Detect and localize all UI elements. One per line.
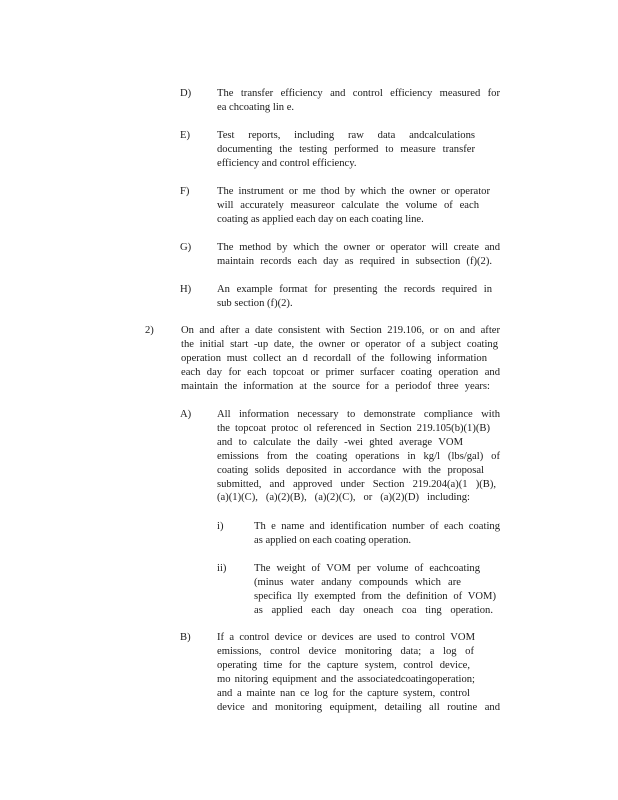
text-line: documenting the testing performed to measure transfer <box>217 143 475 155</box>
text-line: the initial start -up date, the owner or operator of a subject coating <box>181 338 498 350</box>
sub-item-i-text <box>254 520 500 548</box>
section-label-2: 2) <box>145 325 154 336</box>
text-line: coating as applied each day on each coating line. <box>217 213 424 225</box>
text-line: as applied on each coating operation. <box>254 534 412 546</box>
item-label-b: B) <box>180 632 191 643</box>
text-line: will accurately measureor calculate the volume of each <box>217 199 479 211</box>
text-line: The instrument or me thod by which the owner or operator <box>217 186 490 197</box>
text-line: the topcoat protoc ol referenced in Section 219.105(b)(1)(B) <box>217 422 490 434</box>
text-line: operation must collect an d recordall of the following information <box>181 352 487 364</box>
item-label-g: G) <box>180 242 192 253</box>
item-label-h: H) <box>180 284 192 295</box>
text-line: Test reports, including raw data andcalculations <box>217 130 475 141</box>
text-line: The method by which the owner or operator will create and <box>217 242 500 253</box>
text-line: On and after a date consistent with Section 219.106, or on and after <box>181 325 500 336</box>
section-2-text <box>181 324 500 394</box>
text-line: each day for each topcoat or primer surfacer coating operation and <box>181 366 500 378</box>
text-line: (minus water andany compounds which are <box>254 576 461 588</box>
text-line: as applied each day oneach coa ting operation. <box>254 604 493 616</box>
item-d-text <box>217 87 500 115</box>
text-line: specifica lly exempted from the definition of VOM) <box>254 590 496 602</box>
text-line: device and monitoring equipment, detailing all routine and <box>217 701 500 713</box>
item-label-e: E) <box>180 130 190 141</box>
sub-item-label-ii: ii) <box>217 563 227 574</box>
text-line: submitted, and approved under Section 219.204(a)(1 )(B), <box>217 478 496 490</box>
item-label-d: D) <box>180 88 192 99</box>
text-line: maintain records each day as required in subsection (f)(2). <box>217 255 492 267</box>
text-line: An example format for presenting the records required in <box>217 284 492 295</box>
item-label-a: A) <box>180 409 192 420</box>
text-line: mo nitoring equipment and the associatedcoatingoperation; <box>217 673 475 685</box>
text-line: All information necessary to demonstrate compliance with <box>217 409 500 420</box>
item-a-text <box>217 408 500 505</box>
text-line: emissions, control device monitoring data; a log of <box>217 645 474 657</box>
item-f-text <box>217 185 490 227</box>
text-line: efficiency and control efficiency. <box>217 157 357 169</box>
text-line: emissions from the coating operations in kg/l (lbs/gal) of <box>217 450 500 462</box>
text-line: operating time for the capture system, control device, <box>217 659 470 671</box>
item-label-f: F) <box>180 186 190 197</box>
text-line: (a)(1)(C), (a)(2)(B), (a)(2)(C), or (a)(2)(D) including: <box>217 492 470 504</box>
text-line: and a mainte nan ce log for the capture system, control <box>217 687 470 699</box>
text-line: The transfer efficiency and control efficiency measured for <box>217 88 500 99</box>
text-line: Th e name and identification number of each coating <box>254 521 500 532</box>
text-line: sub section (f)(2). <box>217 297 293 309</box>
text-line: If a control device or devices are used to control VOM <box>217 632 475 643</box>
sub-item-ii-text <box>254 562 500 618</box>
text-line: coating solids deposited in accordance with the proposal <box>217 464 484 476</box>
item-e-text <box>217 129 475 171</box>
item-b-text <box>217 631 500 714</box>
item-h-text <box>217 283 500 311</box>
sub-item-label-i: i) <box>217 521 224 532</box>
text-line: maintain the information at the source for a periodof three years: <box>181 380 490 392</box>
text-line: The weight of VOM per volume of eachcoating <box>254 563 480 574</box>
text-line: and to calculate the daily -wei ghted average VOM <box>217 436 463 448</box>
item-g-text <box>217 241 500 269</box>
text-line: ea chcoating lin e. <box>217 101 295 113</box>
